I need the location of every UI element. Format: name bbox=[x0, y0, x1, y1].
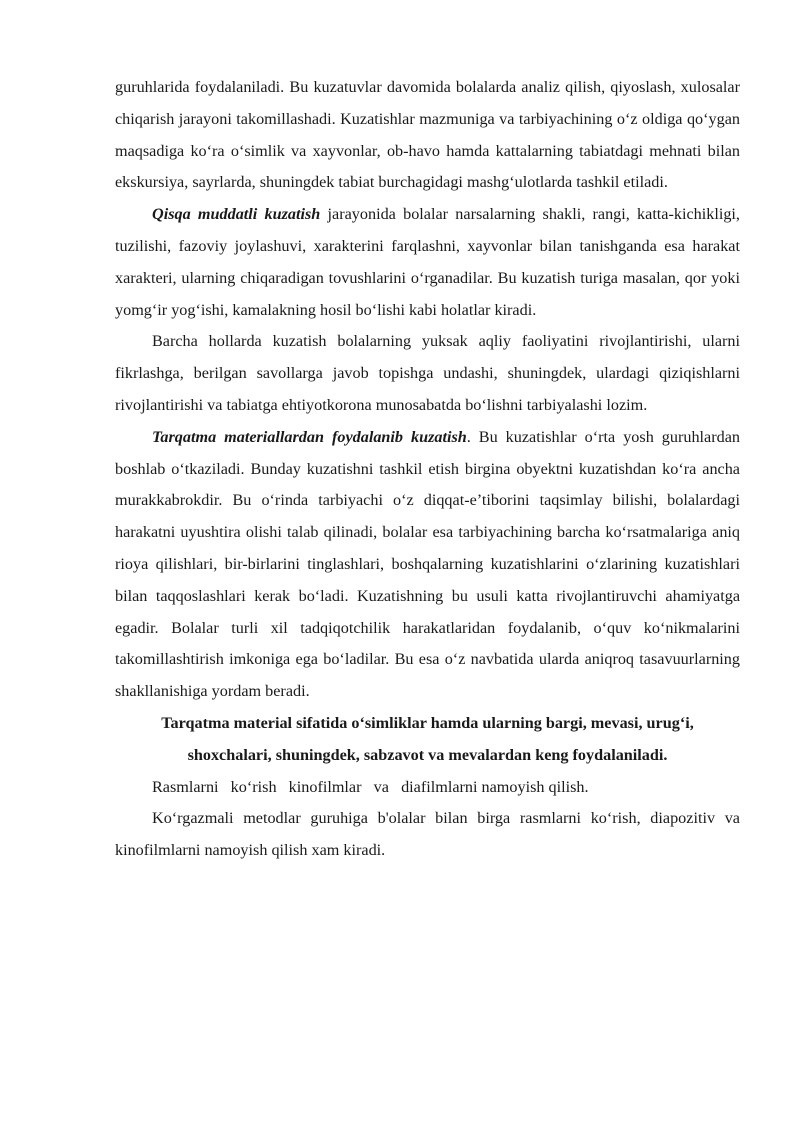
paragraph-handout-observation bbox=[115, 422, 740, 708]
paragraph-short-observation bbox=[115, 199, 740, 326]
paragraph-short-observation-text: jarayonida bolalar narsalarning shakli, rangi, katta-kichikligi, tuzilishi, fazoviy joylashuvi, xarakterini farqlashni, xayvonlar bilan tanishganda esa harakat xarakteri, ularning chiqaradigan tovushlarini o‘rganadilar. Bu kuzatish turiga masalan, qor yoki yomg‘ir yog‘ishi, kamalakning hosil bo‘lishi kabi holatlar kiradi. bbox=[115, 205, 740, 319]
section-heading-line-1: Tarqatma material sifatida o‘simliklar hamda ularning bargi, mevasi, urug‘i, bbox=[161, 713, 694, 732]
paragraph-pictures-films: Rasmlarni ko‘rish kinofilmlar va diafilmlarni namoyish qilish. bbox=[152, 777, 589, 796]
section-heading-line-2: shoxchalari, shuningdek, sabzavot va mevalardan keng foydalaniladi. bbox=[187, 745, 668, 764]
paragraph-all-cases: Barcha hollarda kuzatish bolalarning yuksak aqliy faoliyatini rivojlantirishi, ularni fikrlashga, berilgan savollarga javob topishga undashi, shuningdek, ulardagi qiziqishlarni rivojlantirishi va tabiatga ehtiyotkorona munosabatda bo‘lishni tarbiyalashi lozim. bbox=[115, 332, 740, 414]
document-body bbox=[115, 72, 740, 867]
paragraph-observation-groups: guruhlarida foydalaniladi. Bu kuzatuvlar davomida bolalarda analiz qilish, qiyoslash, xulosalar chiqarish jarayoni takomillashadi. Kuzatishlar mazmuniga va tarbiyachining o‘z oldiga qo‘ygan maqsadiga ko‘ra o‘simlik va xayvonlar, ob-havo hamda kattalarning tabiatdagi mehnati bilan ekskursiya, sayrlarda, shuningdek tabiat burchagidagi mashg‘ulotlarda tashkil etiladi. bbox=[115, 78, 740, 192]
paragraph-handout-observation-text: . Bu kuzatishlar o‘rta yosh guruhlardan boshlab o‘tkaziladi. Bunday kuzatishni tashkil etish birgina obyektni kuzatishdan ko‘ra ancha murakkabrokdir. Bu o‘rinda tarbiyachi o‘z diqqat-e’tiborini taqsimlay bilishi, bolalardagi harakatni uyushtira olishi talab qilinadi, bolalar esa tarbiyachining barcha ko‘rsatmalariga aniq rioya qilishlari, bir-birlarini tinglashlari, boshqalarning kuzatishlarini o‘zlarining kuzatishlari bilan taqqoslashlari kerak bo‘ladi. Kuzatishning bu usuli katta rivojlantiruvchi ahamiyatga egadir. Bolalar turli xil tadqiqotchilik harakatlaridan foydalanib, o‘quv ko‘nikmalarini takomillashtirish imkoniga ega bo‘ladilar. Bu esa o‘z navbatida ularda aniqroq tasavuurlarning shakllanishiga yordam beradi. bbox=[115, 427, 740, 701]
term-handout-observation: Tarqatma materiallardan foydalanib kuzatish bbox=[152, 427, 467, 446]
term-short-observation: Qisqa muddatli kuzatish bbox=[152, 205, 321, 224]
paragraph-visual-methods: Ko‘rgazmali metodlar guruhiga b'olalar bilan birga rasmlarni ko‘rish, diapozitiv va kinofilmlarni namoyish qilish xam kiradi. bbox=[115, 809, 740, 860]
section-heading bbox=[115, 708, 740, 772]
